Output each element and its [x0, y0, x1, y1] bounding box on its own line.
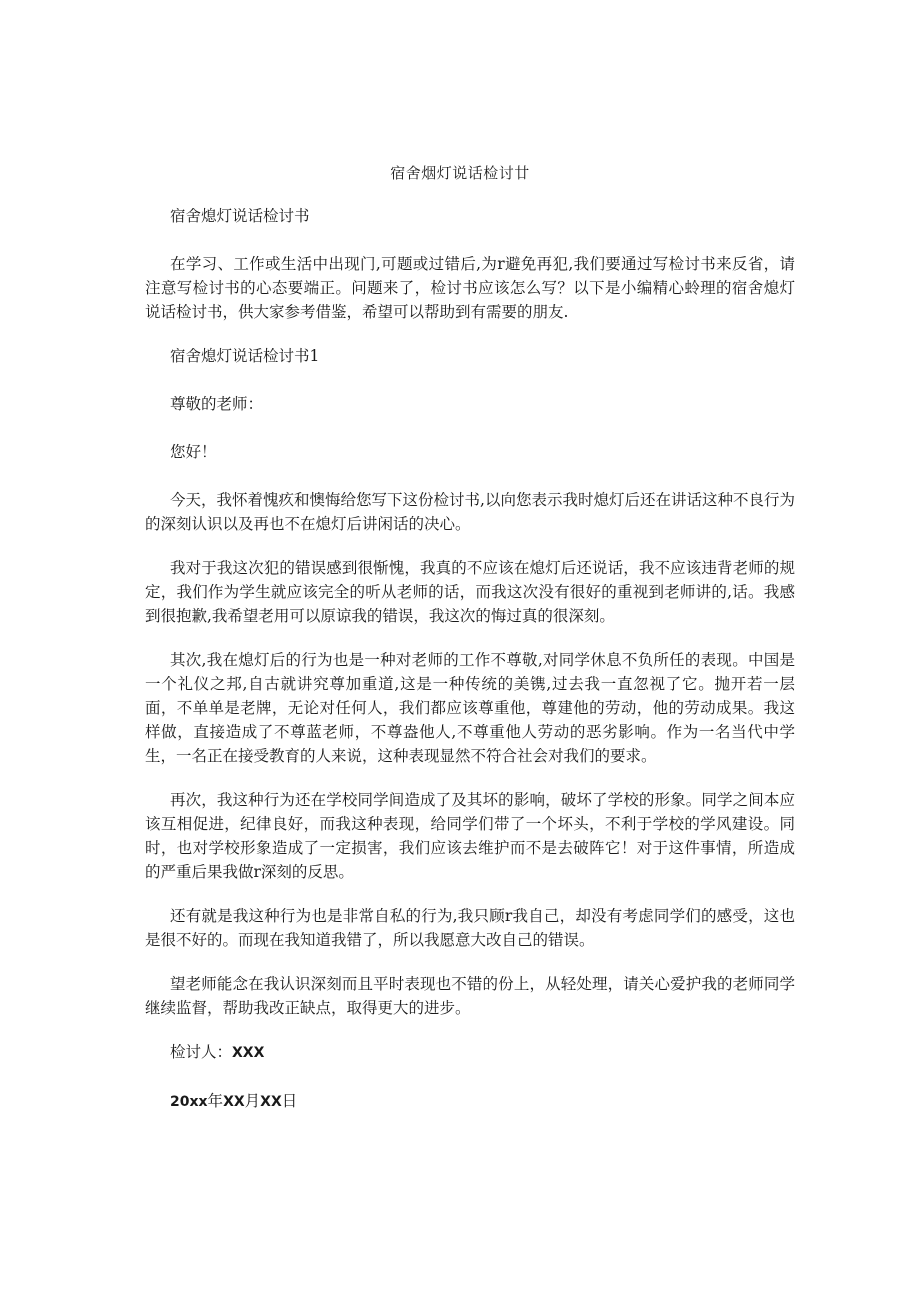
body-paragraph-4: 再次，我这种行为还在学校同学间造成了及其坏的影响，破坏了学校的形象。同学之间本应该互相促进，纪律良好，而我这种表现，给同学们带了一个坏头，不利于学校的学风建设。同时，也对学校形象造成了一定损害，我们应该去维护而不是去破阵它！对于这件事情，所造成的严重后果我做r深刻的反思。 [145, 791, 795, 881]
date-day: XX [260, 1094, 282, 1110]
document-body [145, 204, 795, 1134]
body-paragraph-1: 今天，我怀着愧疚和懊悔给您写下这份检讨书,以向您表示我时熄灯后还在讲话这种不良行为的深刻认识以及再也不在熄灯后讲闲话的决心。 [145, 491, 795, 533]
body-paragraph-2: 我对于我这次犯的错误感到很惭愧，我真的不应该在熄灯后还说话，我不应该违背老师的规定，我们作为学生就应该完全的听从老师的话，而我这次没有很好的重视到老师讲的,话。我感到很抱歉,我希望老用可以原谅我的错误，我这次的悔过真的很深刻。 [145, 559, 795, 625]
section-heading: 宿舍熄灯说话检讨书1 [170, 347, 320, 365]
date-month-unit: 月 [244, 1092, 261, 1110]
body-paragraph-5: 还有就是我这种行为也是非常自私的行为,我只顾r我自己，却没有考虑同学们的感受，这也是很不好的。而现在我知道我错了，所以我愿意大改自己的错误。 [145, 907, 795, 949]
date-day-unit: 日 [281, 1092, 298, 1110]
signature-line [145, 1040, 795, 1065]
date-year: 20xx [170, 1094, 208, 1110]
document-title: 宿舍烟灯说话检讨廿 [390, 164, 530, 182]
date-line [145, 1089, 795, 1114]
greeting: 您好！ [170, 443, 217, 461]
signature-label: 检讨人： [170, 1043, 233, 1061]
salutation: 尊敬的老师： [170, 395, 264, 413]
date-year-unit: 年 [207, 1092, 224, 1110]
signature-name: XXX [232, 1045, 265, 1061]
document-subtitle: 宿舍熄灯说话检讨书 [170, 207, 310, 225]
body-paragraph-3: 其次,我在熄灯后的行为也是一种对老师的工作不尊敬,对同学休息不负所任的表现。中国是一个礼仪之邦,自古就讲究尊加重道,这是一种传统的美镌,过去我一直忽视了它。抛开若一层面，不单单是老牌，无论对任何人，我们都应该尊重他，尊建他的劳动，他的劳动成果。我这样做，直接造成了不尊蓝老师，不尊盎他人,不尊重他人劳动的恶劣影响。作为一名当代中学生，一名正在接受教育的人来说，这种表现显然不符合社会对我们的要求。 [145, 651, 795, 765]
body-paragraph-6: 望老师能念在我认识深刻而且平时表现也不错的份上，从轻处理，请关心爱护我的老师同学继续监督，帮助我改正缺点，取得更大的进步。 [145, 975, 795, 1017]
date-month: XX [223, 1094, 245, 1110]
intro-paragraph: 在学习、工作或生活中出现门,可题或过错后,为r避免再犯,我们要通过写检讨书来反省，请注意写检讨书的心态要端正。问题来了，检讨书应该怎么写？以下是小编精心蛉理的宿舍熄灯说话检讨书，供大家参考借鉴，希望可以帮助到有需要的朋友. [145, 255, 795, 321]
